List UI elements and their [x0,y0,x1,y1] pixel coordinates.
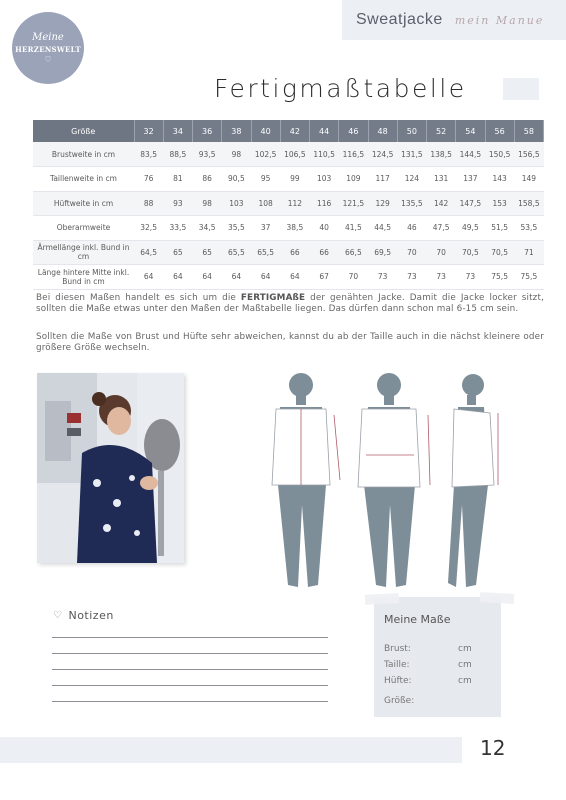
measurement-cell: 44,5 [368,216,397,241]
measurement-cell: 93,5 [193,142,222,167]
row-label: Hüftweite in cm [33,191,134,216]
header-subtitle: mein Manue [454,13,545,27]
info-text-after: der genähten Jacke. Damit die Jacke locker sitzt, sollten die Maße etwas unter den Maßen der Maßtabelle liegen. Das dürfen dann schon mal 6-15 cm sein. [36,293,544,315]
measurement-cell: 124,5 [368,142,397,167]
measurement-cell: 156,5 [514,142,543,167]
size-table-row [33,240,544,265]
info-text-bold: FERTIGMAßE [240,293,306,303]
size-col-header: 58 [514,120,543,142]
measurement-cell: 98 [193,191,222,216]
measurement-cell: 109 [339,167,368,192]
measure-label: Größe: [384,696,415,706]
measurement-cell: 142 [427,191,456,216]
measurement-cell: 129 [368,191,397,216]
measurement-cell: 90,5 [222,167,251,192]
measure-unit: cm [458,676,472,686]
measurement-cell: 103 [222,191,251,216]
measurement-figures [258,365,508,595]
info-text-before: Bei diesen Maßen handelt es sich um die [36,293,241,303]
size-col-header: 54 [456,120,485,142]
measurement-cell: 131,5 [397,142,426,167]
measurement-cell: 93 [163,191,192,216]
row-label: Taillenweite in cm [33,167,134,192]
row-label: Ärmellänge inkl. Bund in cm [33,240,134,265]
measurement-cell: 103 [310,167,339,192]
measurement-cell: 116,5 [339,142,368,167]
measurement-cell: 65,5 [222,240,251,265]
size-col-header: 40 [251,120,280,142]
measurement-cell: 65 [163,240,192,265]
info-paragraph-1 [36,293,544,315]
note-line [52,669,328,670]
note-line [52,653,328,654]
measurement-cell: 144,5 [456,142,485,167]
measurement-cell: 73 [368,265,397,290]
seamstress-photo [37,373,184,563]
measurement-cell: 46 [397,216,426,241]
note-line [52,685,328,686]
measurement-cell: 71 [514,240,543,265]
page-title: Fertigmaßtabelle [214,74,467,103]
size-table [33,120,544,290]
brand-logo [12,12,84,84]
measurement-cell: 143 [485,167,514,192]
measurement-cell: 70,5 [456,240,485,265]
measurement-cell: 153 [485,191,514,216]
measurement-cell: 108 [251,191,280,216]
measurement-cell: 51,5 [485,216,514,241]
measurement-cell: 147,5 [456,191,485,216]
size-col-header: 32 [134,120,163,142]
row-label: Oberarmweite [33,216,134,241]
size-table-header [33,120,544,142]
measurement-cell: 73 [427,265,456,290]
measurement-cell: 75,5 [485,265,514,290]
measure-unit: cm [458,644,472,654]
measurement-cell: 98 [222,142,251,167]
measurement-cell: 64,5 [134,240,163,265]
footer-bar [0,737,462,763]
measurement-cell: 73 [397,265,426,290]
measurement-cell: 70 [397,240,426,265]
measurement-cell: 70 [339,265,368,290]
measurement-cell: 40 [310,216,339,241]
notes-heading [53,609,114,622]
my-measures-card [374,597,501,717]
measurement-cell: 117 [368,167,397,192]
note-line [52,637,328,638]
measure-row [384,696,491,712]
tape-decoration [480,592,514,604]
size-col-header: 52 [427,120,456,142]
size-table-row [33,167,544,192]
measure-row [384,644,491,660]
measurement-cell: 138,5 [427,142,456,167]
measurement-cell: 150,5 [485,142,514,167]
measurement-cell: 70 [427,240,456,265]
size-header-label: Größe [33,120,134,142]
measurement-cell: 64 [193,265,222,290]
tape-decoration [365,593,399,605]
size-table-row [33,191,544,216]
measurement-cell: 37 [251,216,280,241]
page-number: 12 [480,736,506,760]
measurement-cell: 86 [193,167,222,192]
size-col-header: 36 [193,120,222,142]
measurement-cell: 49,5 [456,216,485,241]
size-col-header: 48 [368,120,397,142]
measurement-cell: 41,5 [339,216,368,241]
row-label: Brustweite in cm [33,142,134,167]
measure-label: Brust: [384,644,411,654]
measurement-cell: 66,5 [339,240,368,265]
size-col-header: 44 [310,120,339,142]
notes-title: Notizen [68,609,114,622]
heart-icon: ♡ [53,610,63,621]
info-paragraph-2: Sollten die Maße von Brust und Hüfte sehr abweichen, kannst du ab der Taille auch in die nächst kleinere oder größere Größe wechseln. [36,332,544,354]
measurement-cell: 53,5 [514,216,543,241]
measurement-cell: 158,5 [514,191,543,216]
measurement-cell: 66 [310,240,339,265]
measurement-cell: 65,5 [251,240,280,265]
measurement-cell: 88,5 [163,142,192,167]
measurement-cell: 99 [280,167,309,192]
measurement-cell: 124 [397,167,426,192]
measurement-cell: 64 [251,265,280,290]
measurement-cell: 75,5 [514,265,543,290]
measurement-cell: 64 [163,265,192,290]
measure-unit: cm [458,660,472,670]
size-col-header: 42 [280,120,309,142]
size-col-header: 46 [339,120,368,142]
title-accent-block [503,78,539,100]
measurement-cell: 110,5 [310,142,339,167]
size-table-row [33,216,544,241]
measurement-cell: 106,5 [280,142,309,167]
measurement-cell: 81 [163,167,192,192]
note-line [52,701,328,702]
measurement-cell: 121,5 [339,191,368,216]
measurement-cell: 38,5 [280,216,309,241]
measurement-cell: 70,5 [485,240,514,265]
measurement-cell: 112 [280,191,309,216]
measurement-cell: 66 [280,240,309,265]
logo-line-1: Meine [32,31,64,43]
measurement-cell: 76 [134,167,163,192]
measurement-cell: 35,5 [222,216,251,241]
measurement-cell: 73 [456,265,485,290]
measurement-cell: 34,5 [193,216,222,241]
measurement-cell: 95 [251,167,280,192]
measurement-cell: 83,5 [134,142,163,167]
measurement-cell: 65 [193,240,222,265]
measurement-cell: 131 [427,167,456,192]
size-table-body [33,142,544,289]
measurement-cell: 149 [514,167,543,192]
measure-row [384,660,491,676]
measurement-cell: 88 [134,191,163,216]
measure-row [384,676,491,692]
size-table-row [33,265,544,290]
size-table-row [33,142,544,167]
measure-label: Hüfte: [384,676,412,686]
measurement-cell: 64 [280,265,309,290]
measurement-cell: 32,5 [134,216,163,241]
logo-line-2: HERZENSWELT [15,44,81,54]
measurement-cell: 137 [456,167,485,192]
heart-icon: ♡ [44,54,52,64]
measurement-cell: 135,5 [397,191,426,216]
measurement-cell: 116 [310,191,339,216]
my-measures-title: Meine Maße [384,613,451,626]
header-title: Sweatjacke [356,11,443,28]
measurement-cell: 67 [310,265,339,290]
header-banner [342,0,566,40]
measurement-cell: 64 [134,265,163,290]
size-col-header: 56 [485,120,514,142]
measure-label: Taille: [384,660,410,670]
size-col-header: 38 [222,120,251,142]
measurement-cell: 69,5 [368,240,397,265]
size-col-header: 50 [397,120,426,142]
measurement-cell: 47,5 [427,216,456,241]
measurement-cell: 102,5 [251,142,280,167]
measurement-cell: 33,5 [163,216,192,241]
measurement-cell: 64 [222,265,251,290]
size-col-header: 34 [163,120,192,142]
row-label: Länge hintere Mitte inkl. Bund in cm [33,265,134,290]
